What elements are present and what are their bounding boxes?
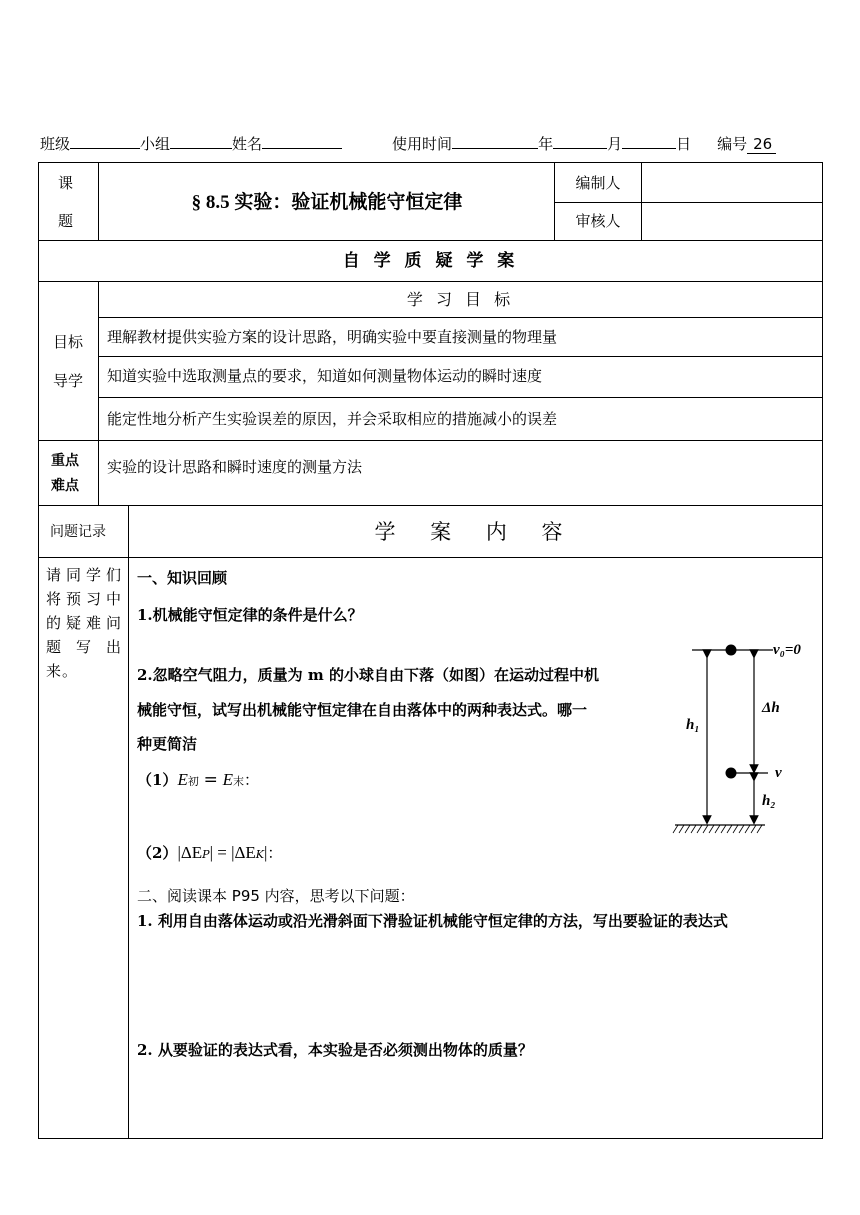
topic-label-2: 题 bbox=[58, 212, 74, 230]
group-label: 小组 bbox=[140, 135, 171, 153]
name-label: 姓名 bbox=[232, 135, 263, 153]
v-label: v bbox=[775, 765, 782, 781]
key-points-text: 实验的设计思路和瞬时速度的测量方法 bbox=[107, 458, 363, 476]
h1-label: h₁ bbox=[686, 717, 700, 733]
dh-label: Δh bbox=[762, 700, 780, 716]
question-1: 1.机械能守恒定律的条件是什么？ bbox=[137, 606, 363, 624]
formula-1-colon: ： bbox=[244, 771, 260, 789]
v0-label: v₀=0 bbox=[773, 642, 801, 658]
question-record-header: 问题记录 bbox=[50, 524, 106, 540]
section2-question-2: 2. 从要验证的表达式看，本实验是否必须测出物体的质量？ bbox=[137, 1041, 533, 1059]
month-blank[interactable] bbox=[622, 134, 676, 149]
year-label: 年 bbox=[538, 135, 554, 153]
goal-item-2: 知道实验中选取测量点的要求，知道如何测量物体运动的瞬时速度 bbox=[107, 367, 543, 385]
formula-2-sub-p: P bbox=[202, 848, 210, 861]
name-blank[interactable] bbox=[262, 134, 342, 149]
formula-2-label: （2） bbox=[137, 844, 178, 862]
question-2-line-3: 种更简洁 bbox=[137, 735, 198, 753]
formula-1-sub-initial: 初 bbox=[187, 775, 199, 788]
goal-item-3: 能定性地分析产生实验误差的原因，并会采取相应的措施减小的误差 bbox=[107, 410, 558, 428]
editor-label: 编制人 bbox=[575, 174, 621, 192]
section2-question-1: 1. 利用自由落体运动或沿光滑斜面下滑验证机械能守恒定律的方法，写出要验证的表达式 bbox=[137, 912, 728, 930]
page-title: § 8.5 实验：验证机械能守恒定律 bbox=[191, 192, 463, 213]
class-label: 班级 bbox=[40, 135, 71, 153]
section1-title: 一、知识回顾 bbox=[137, 569, 228, 587]
formula-1-e2: E bbox=[222, 770, 234, 789]
content-header: 学 案 内 容 bbox=[374, 520, 577, 544]
free-fall-diagram bbox=[670, 636, 815, 846]
formula-2-mid: | = |ΔE bbox=[209, 843, 256, 862]
question-record-prompt[interactable]: 请同学们将预习中的疑难问题写出来。 bbox=[46, 566, 122, 680]
header-line bbox=[40, 133, 776, 154]
goals-side-label-2: 导学 bbox=[53, 372, 84, 390]
time-label: 使用时间 bbox=[392, 135, 453, 153]
time-blank[interactable] bbox=[452, 134, 538, 149]
goals-heading: 学 习 目 标 bbox=[406, 290, 515, 309]
formula-2-end: | bbox=[264, 843, 268, 862]
question-2-line-2: 械能守恒，试写出机械能守恒定律在自由落体中的两种表达式。哪一 bbox=[137, 701, 588, 719]
formula-2-sub-k: K bbox=[255, 848, 265, 861]
group-blank[interactable] bbox=[170, 134, 232, 149]
formula-1 bbox=[137, 770, 259, 790]
number-value: 26 bbox=[747, 135, 776, 154]
formula-2-colon: ： bbox=[267, 844, 283, 862]
number-label: 编号 bbox=[717, 135, 748, 153]
formula-1-label: （1） bbox=[137, 771, 178, 789]
reviewer-label: 审核人 bbox=[575, 212, 621, 230]
month-label: 月 bbox=[607, 135, 623, 153]
goal-item-1: 理解教材提供实验方案的设计思路，明确实验中要直接测量的物理量 bbox=[107, 328, 558, 346]
section2-title: 二、阅读课本 P95 内容，思考以下问题： bbox=[137, 887, 415, 905]
ball-top bbox=[726, 645, 737, 656]
formula-1-equals: = bbox=[203, 770, 218, 790]
topic-label-1: 课 bbox=[58, 174, 74, 192]
formula-1-sub-final: 末 bbox=[233, 775, 245, 788]
h2-label: h₂ bbox=[762, 793, 776, 809]
ground-hatch bbox=[673, 825, 762, 833]
year-blank[interactable] bbox=[553, 134, 607, 149]
day-label: 日 bbox=[676, 135, 692, 153]
formula-2-left: |ΔE bbox=[177, 843, 203, 862]
section-self-study: 自 学 质 疑 学 案 bbox=[342, 251, 519, 271]
formula-2 bbox=[137, 843, 282, 863]
question-2-line-1: 2.忽略空气阻力，质量为 m 的小球自由下落（如图）在运动过程中机 bbox=[137, 666, 599, 684]
key-side-label-2: 难点 bbox=[51, 478, 79, 494]
ball-bottom bbox=[726, 768, 737, 779]
key-side-label-1: 重点 bbox=[51, 453, 79, 469]
goals-side-label-1: 目标 bbox=[53, 333, 84, 351]
class-blank[interactable] bbox=[70, 134, 140, 149]
formula-1-e1: E bbox=[177, 770, 188, 789]
